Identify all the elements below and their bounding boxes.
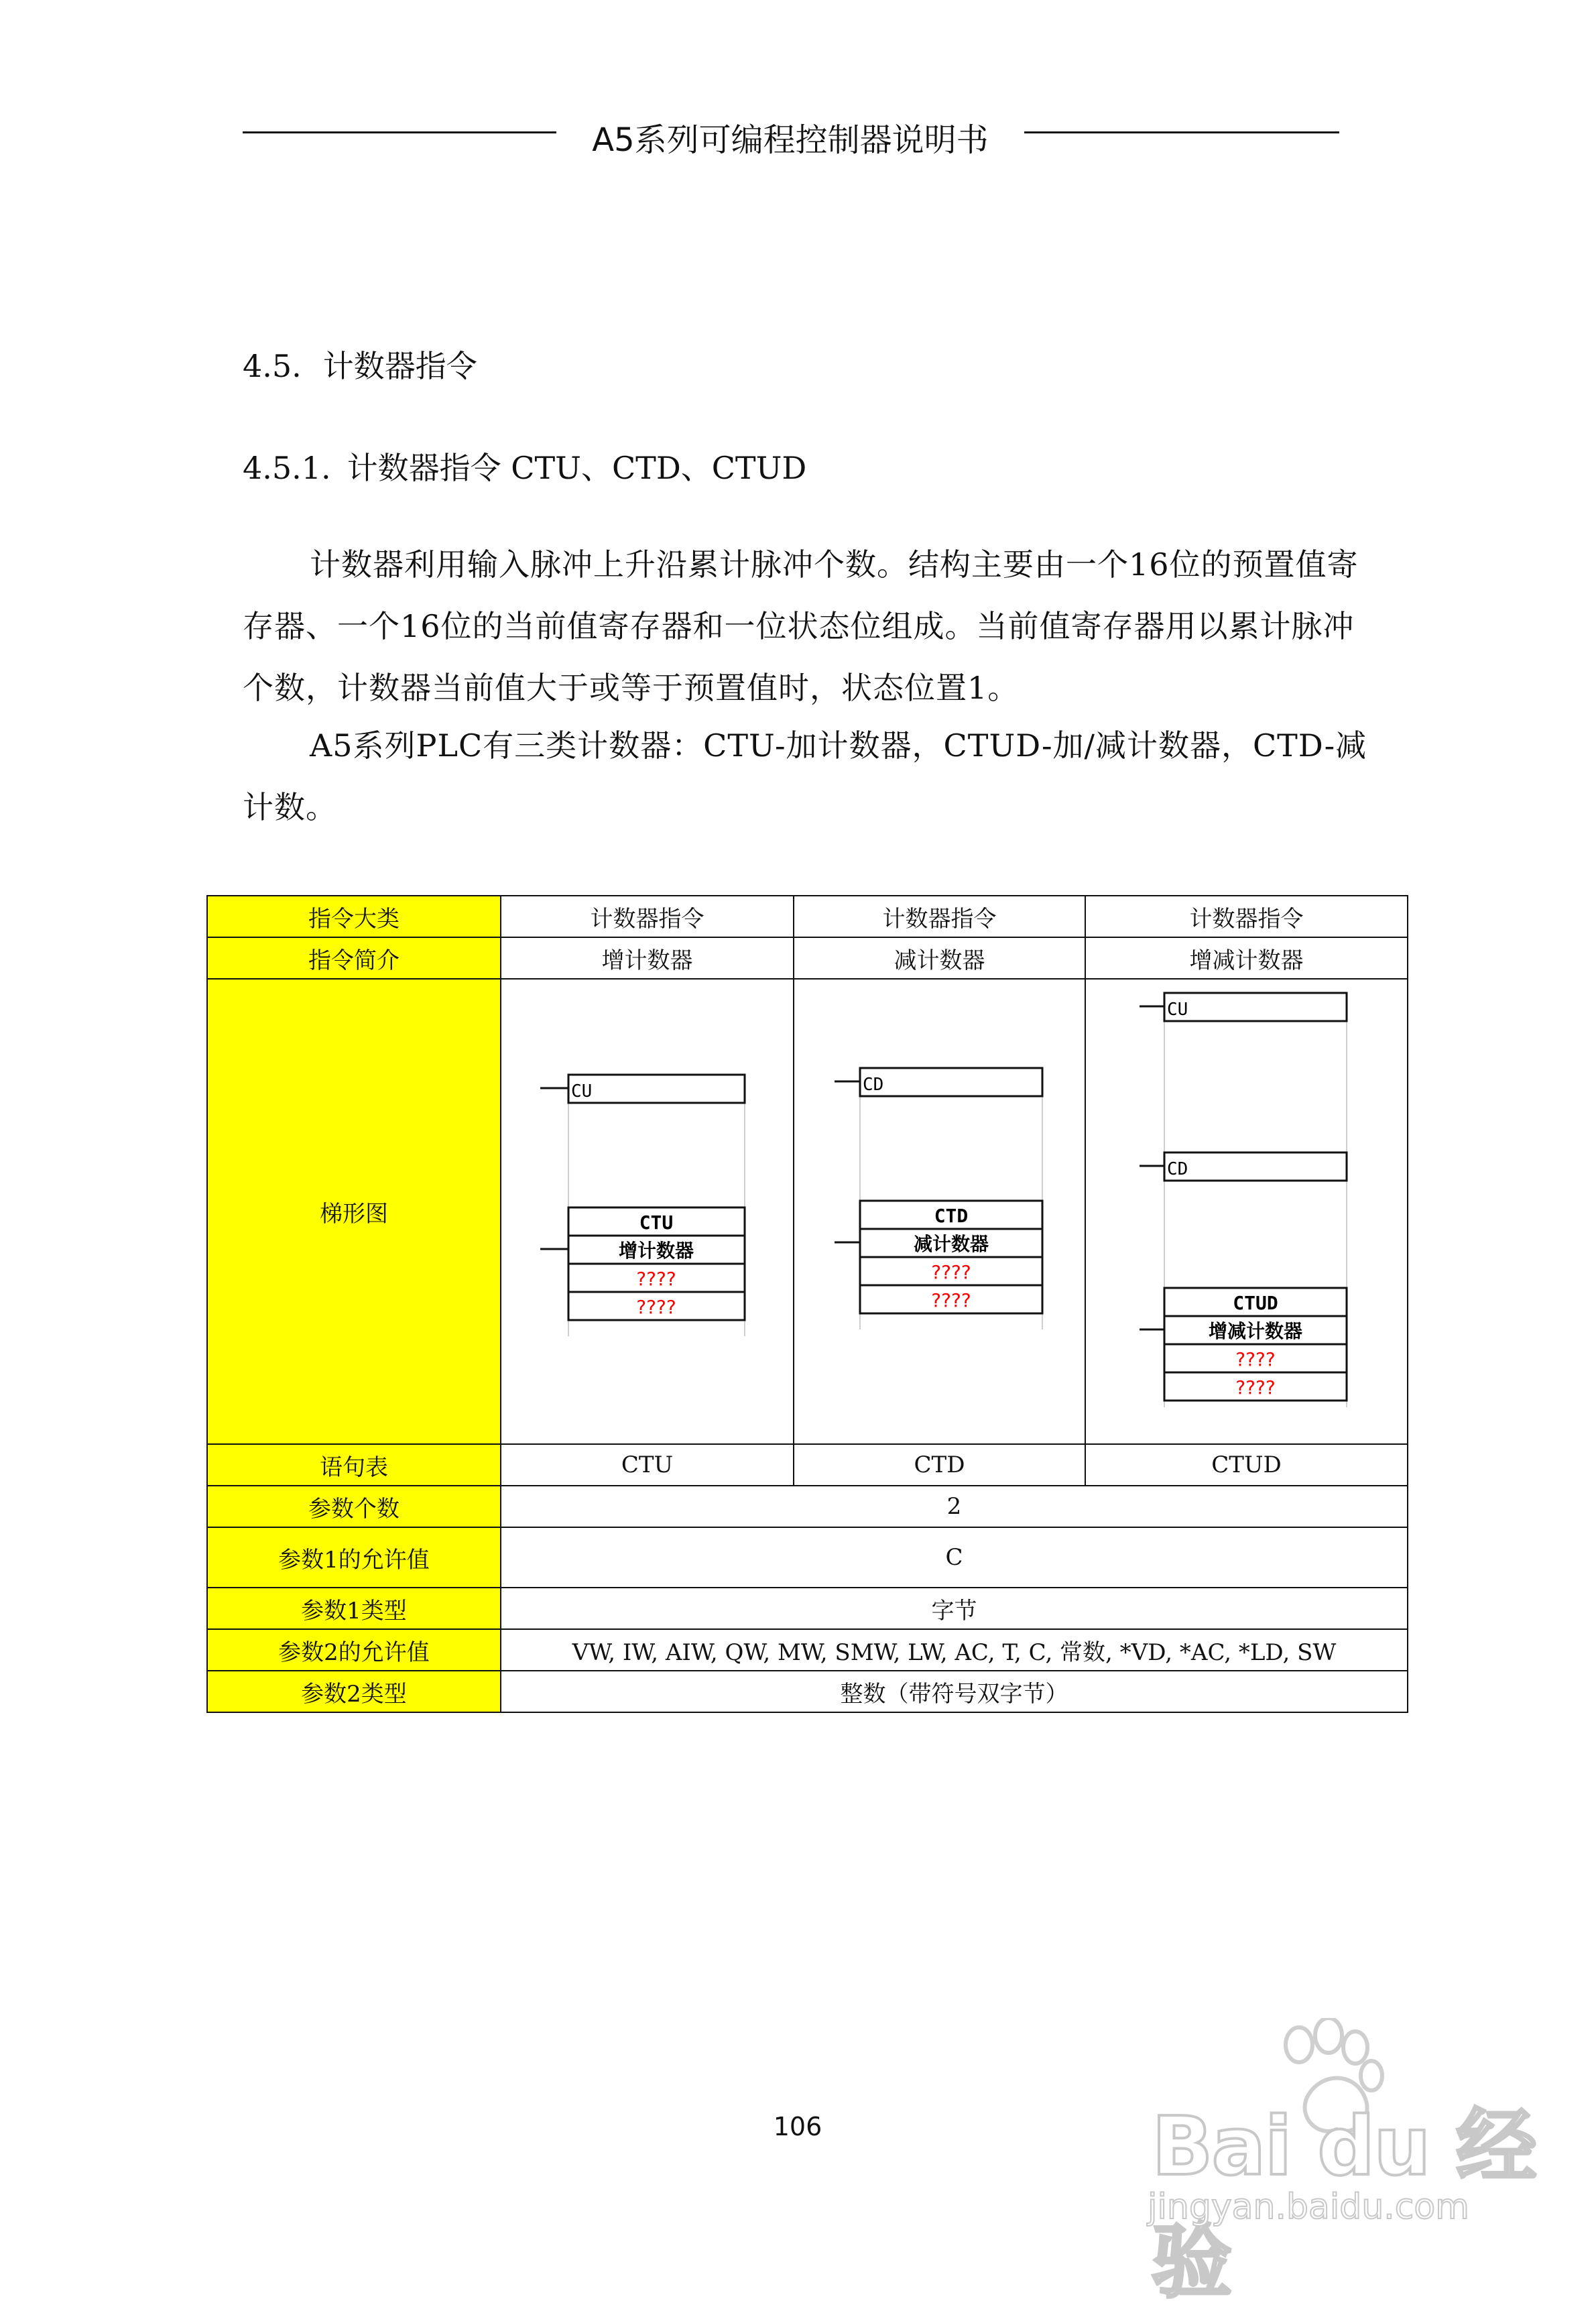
param2-placeholder: ???? <box>1235 1376 1276 1399</box>
label-category: 指令大类 <box>207 896 501 937</box>
label-brief: 指令简介 <box>207 937 501 979</box>
label-p2-type: 参数2类型 <box>207 1671 501 1712</box>
ladder-diagram-ctu <box>501 980 794 1443</box>
page-number: 106 <box>773 2112 822 2141</box>
paragraph-types: A5系列PLC有三类计数器：CTU-加计数器，CTUD-加/减计数器，CTD-减计数。 <box>243 727 1367 825</box>
watermark-url: jingyan.baidu.com <box>1148 2187 1469 2227</box>
input-box-cu <box>1164 993 1347 1021</box>
block-desc: 增计数器 <box>618 1240 694 1262</box>
subsection-title: 计数器指令 CTU、CTD、CTUD <box>347 450 807 486</box>
cell-stl-ctu: CTU <box>501 1444 794 1486</box>
label-ladder: 梯形图 <box>207 979 501 1444</box>
param2-placeholder: ???? <box>636 1296 676 1318</box>
cell-p2-allowed: VW, IW, AIW, QW, MW, SMW, LW, AC, T, C, 常数, *VD, *AC, *LD, SW <box>501 1629 1408 1671</box>
label-p1-allowed: 参数1的允许值 <box>207 1527 501 1588</box>
label-p2-allowed: 参数2的允许值 <box>207 1629 501 1671</box>
row-p1-type <box>207 1588 1408 1629</box>
header-rule-left <box>243 131 556 133</box>
block-desc: 减计数器 <box>913 1233 989 1255</box>
cell-param-count: 2 <box>501 1486 1408 1527</box>
cell-category-ctud: 计数器指令 <box>1085 896 1408 937</box>
cell-p2-type: 整数（带符号双字节） <box>501 1671 1408 1712</box>
param1-placeholder: ???? <box>1235 1348 1276 1370</box>
cell-category-ctd: 计数器指令 <box>794 896 1085 937</box>
cell-category-ctu: 计数器指令 <box>501 896 794 937</box>
row-category <box>207 896 1408 937</box>
paragraph-intro: 计数器利用输入脉冲上升沿累计脉冲个数。结构主要由一个16位的预置值寄存器、一个16位的当前值寄存器和一位状态位组成。当前值寄存器用以累计脉冲个数，计数器当前值大于或等于预置值时，状态位置1。 <box>243 546 1359 706</box>
input-label-cd: CD <box>863 1075 884 1095</box>
ladder-diagram-ctud <box>1086 980 1408 1443</box>
block-name: CTD <box>934 1205 969 1227</box>
row-p1-allowed <box>207 1527 1408 1588</box>
instruction-table <box>206 895 1408 1713</box>
cell-p1-type: 字节 <box>501 1588 1408 1629</box>
ladder-cell-ctud <box>1085 979 1408 1444</box>
input-label-cu: CU <box>1167 1000 1188 1020</box>
cell-p1-allowed: C <box>501 1527 1408 1588</box>
row-stl <box>207 1444 1408 1486</box>
section-number: 4.5. <box>243 348 302 384</box>
watermark-brand: Bai du 经验 <box>1152 2100 1536 2309</box>
row-ladder <box>207 979 1408 1444</box>
subsection-number: 4.5.1. <box>243 450 331 486</box>
section-title: 计数器指令 <box>322 348 477 384</box>
ladder-diagram-ctd <box>794 980 1086 1443</box>
block-desc: 增减计数器 <box>1208 1320 1303 1342</box>
row-param-count <box>207 1486 1408 1527</box>
param1-placeholder: ???? <box>931 1261 971 1283</box>
row-brief <box>207 937 1408 979</box>
param1-placeholder: ???? <box>636 1268 676 1290</box>
label-param-count: 参数个数 <box>207 1486 501 1527</box>
subsection-heading <box>243 444 806 488</box>
block-name: CTUD <box>1233 1292 1278 1314</box>
cell-brief-ctud: 增减计数器 <box>1085 937 1408 979</box>
label-p1-type: 参数1类型 <box>207 1588 501 1629</box>
block-name: CTU <box>639 1211 674 1234</box>
param2-placeholder: ???? <box>931 1289 971 1311</box>
cell-stl-ctud: CTUD <box>1085 1444 1408 1486</box>
cell-stl-ctd: CTD <box>794 1444 1085 1486</box>
section-heading <box>243 342 477 386</box>
cell-brief-ctd: 减计数器 <box>794 937 1085 979</box>
row-p2-allowed <box>207 1629 1408 1671</box>
cell-brief-ctu: 增计数器 <box>501 937 794 979</box>
header-title: A5系列可编程控制器说明书 <box>592 121 989 159</box>
input-label-cu: CU <box>571 1081 593 1102</box>
ladder-cell-ctu <box>501 979 794 1444</box>
input-box-cd <box>1164 1152 1347 1181</box>
input-label-cd: CD <box>1167 1159 1188 1179</box>
label-stl: 语句表 <box>207 1444 501 1486</box>
input-box-cu <box>568 1075 745 1103</box>
ladder-cell-ctd <box>794 979 1085 1444</box>
input-box-cd <box>860 1068 1042 1096</box>
header-rule-right <box>1024 131 1339 133</box>
row-p2-type <box>207 1671 1408 1712</box>
